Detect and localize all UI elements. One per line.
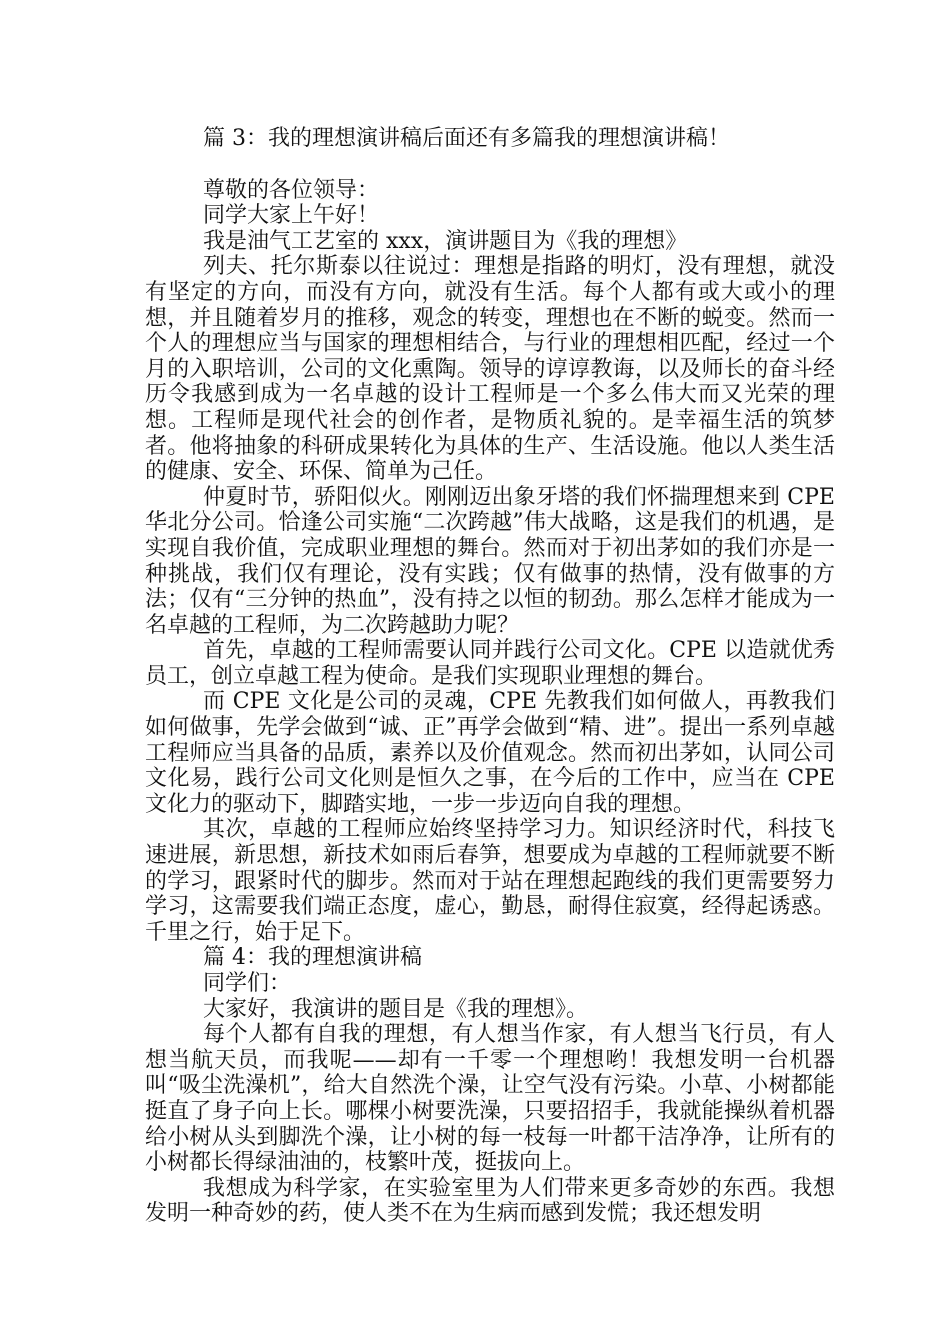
paragraph: 而 CPE 文化是公司的灵魂，CPE 先教我们如何做人，再教我们如何做事，先学会做到“诚、正”再学会做到“精、进”。提出一系列卓越工程师应当具备的品质，素养以及价值观念。然而初出茅如，认同公司文化易，践行公司文化则是恒久之事，在今后的工作中，应当在 CPE 文化力的驱动下，脚踏实地，一步一步迈向自我的理想。 (145, 689, 835, 817)
section-3-title: 篇 3：我的理想演讲稿后面还有多篇我的理想演讲稿！ (203, 126, 730, 151)
intro-line: 我是油气工艺室的 xxx，演讲题目为《我的理想》 (203, 228, 688, 254)
paragraph: 其次，卓越的工程师应始终坚持学习力。知识经济时代，科技飞速进展，新思想，新技术如雨后春笋，想要成为卓越的工程师就要不断的学习，跟紧时代的脚步。然而对于站在理想起跑线的我们更需要努力学习，这需要我们端正态度，虚心，勤恳，耐得住寂寞，经得起诱惑。千里之行，始于足下。 (145, 817, 835, 945)
document-page (145, 126, 835, 1227)
paragraph: 仲夏时节，骄阳似火。刚刚迈出象牙塔的我们怀揣理想来到 CPE 华北分公司。恰逢公司实施“二次跨越”伟大战略，这是我们的机遇，是实现自我价值，完成职业理想的舞台。然而对于初出茅如的我们亦是一种挑战，我们仅有理论，没有实践；仅有做事的热情，没有做事的方法；仅有“三分钟的热血”，没有持之以恒的韧劲。那么怎样才能成为一名卓越的工程师，为二次跨越助力呢？ (145, 484, 835, 638)
intro-line-4: 大家好，我演讲的题目是《我的理想》。 (203, 996, 589, 1022)
greeting-classmates: 同学大家上午好！ (203, 203, 380, 229)
paragraph: 每个人都有自我的理想，有人想当作家，有人想当飞行员，有人想当航天员，而我呢——却有一千零一个理想哟！我想发明一台机器叫“吸尘洗澡机”，给大自然洗个澡，让空气没有污染。小草、小树都能挺直了身子向上长。哪棵小树要洗澡，只要招招手，我就能操纵着机器给小树从头到脚洗个澡，让小树的每一枝每一叶都干洁净净，让所有的小树都长得绿油油的，枝繁叶茂，挺拔向上。 (145, 1022, 835, 1176)
section-4-title: 篇 4：我的理想演讲稿 (203, 945, 422, 971)
paragraph: 首先，卓越的工程师需要认同并践行公司文化。CPE 以造就优秀员工，创立卓越工程为使命。是我们实现职业理想的舞台。 (145, 638, 835, 689)
paragraph: 我想成为科学家，在实验室里为人们带来更多奇妙的东西。我想发明一种奇妙的药，使人类不在为生病而感到发慌；我还想发明 (145, 1175, 835, 1227)
paragraph: 列夫、托尔斯泰以往说过：理想是指路的明灯，没有理想，就没有坚定的方向，而没有方向，就没有生活。每个人都有或大或小的理想，并且随着岁月的推移，观念的转变，理想也在不断的蜕变。然而一个人的理想应当与国家的理想相结合，与行业的理想相匹配，经过一个月的入职培训，公司的文化熏陶。领导的谆谆教诲，以及师长的奋斗经历令我感到成为一名卓越的设计工程师是一个多么伟大而又光荣的理想。工程师是现代社会的创作者，是物质礼貌的。是幸福生活的筑梦者。他将抽象的科研成果转化为具体的生产、生活设施。他以人类生活的健康、安全、环保、简单为己任。 (145, 254, 835, 485)
greeting-students: 同学们： (203, 971, 292, 996)
greeting-leaders: 尊敬的各位领导： (203, 177, 380, 203)
